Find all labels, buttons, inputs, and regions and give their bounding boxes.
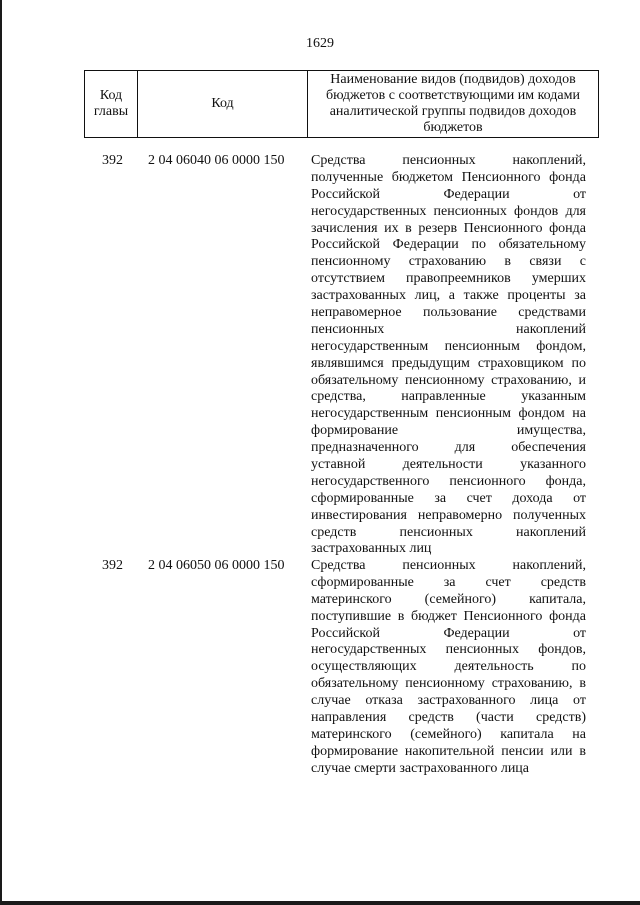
description-line: средства, направленные указанным — [311, 389, 586, 405]
page-number: 1629 — [306, 36, 334, 51]
revenue-description — [311, 558, 586, 778]
description-line: предназначенного для обеспечения — [311, 440, 586, 456]
description-line: негосударственным пенсионным фондом на — [311, 406, 586, 422]
description-line: поступившие в бюджет Пенсионного фонда — [311, 608, 586, 624]
description-line: зачисления их в резерв Пенсионного фонда — [311, 220, 586, 236]
header-chapter-code — [85, 71, 138, 138]
description-line: являвшимся предыдущим страховщиком по — [311, 355, 586, 371]
description-line: пенсионному страхованию в связи с — [311, 254, 586, 270]
header-name-line: бюджетов с соответствующими им кодами — [326, 88, 580, 103]
revenue-description — [311, 153, 586, 558]
description-line: сформированные за счет средств — [311, 574, 586, 590]
description-line: застрахованных лиц, а также проценты за — [311, 288, 586, 304]
description-line: обязательному пенсионному страхованию, в — [311, 676, 586, 692]
chapter-code: 392 — [102, 153, 123, 168]
description-line: негосударственных пенсионных фондов для — [311, 203, 586, 219]
description-line: Российской Федерации по обязательному — [311, 237, 586, 253]
description-line: осуществляющих деятельность по — [311, 659, 586, 675]
description-line: негосударственного пенсионного фонда, — [311, 473, 586, 489]
revenue-code: 2 04 06050 06 0000 150 — [148, 558, 285, 573]
description-line: Средства пенсионных накоплений, — [311, 558, 586, 573]
header-name — [308, 71, 599, 138]
scan-edge-bottom — [0, 901, 640, 905]
description-line: уставной деятельности указанного — [311, 457, 586, 473]
description-line: случае смерти застрахованного лица — [311, 760, 530, 776]
description-line: средств пенсионных накоплений — [311, 524, 586, 540]
description-line: формирование накопительной пенсии или в — [311, 743, 586, 759]
description-line: материнского (семейного) капитала на — [311, 726, 586, 742]
chapter-code: 392 — [102, 558, 123, 573]
description-line: неправомерное пользование средствами — [311, 305, 586, 321]
scan-edge-left — [0, 0, 2, 905]
header-table — [84, 70, 599, 138]
revenue-code: 2 04 06040 06 0000 150 — [148, 153, 285, 168]
description-line: формирование имущества, — [311, 423, 586, 439]
description-line: застрахованных лиц — [311, 541, 432, 557]
description-line: Российской Федерации от — [311, 625, 586, 641]
description-line: инвестирования неправомерно полученных — [311, 507, 586, 523]
description-line: направления средств (части средств) — [311, 710, 586, 726]
description-line: полученные бюджетом Пенсионного фонда — [311, 169, 586, 185]
description-line: обязательному пенсионному страхованию, и — [311, 372, 586, 388]
description-line: материнского (семейного) капитала, — [311, 591, 586, 607]
description-line: случае отказа застрахованного лица от — [311, 693, 586, 709]
description-line: сформированные за счет дохода от — [311, 490, 586, 506]
header-code: Код — [138, 71, 308, 138]
description-line: негосударственных пенсионных фондов, — [311, 642, 586, 658]
description-line: Российской Федерации от — [311, 186, 586, 202]
description-line: отсутствием правопреемников умерших — [311, 271, 586, 287]
description-line: пенсионных накоплений — [311, 321, 586, 337]
header-name-line: Наименование видов (подвидов) доходов — [330, 72, 576, 87]
header-name-line: аналитической группы подвидов доходов — [329, 104, 577, 119]
header-chapter-code-line: главы — [93, 104, 129, 119]
header-name-line: бюджетов — [423, 120, 483, 135]
description-line: Средства пенсионных накоплений, — [311, 153, 586, 168]
description-line: негосударственным пенсионным фондом, — [311, 338, 586, 354]
header-chapter-code-line: Код — [99, 88, 123, 103]
